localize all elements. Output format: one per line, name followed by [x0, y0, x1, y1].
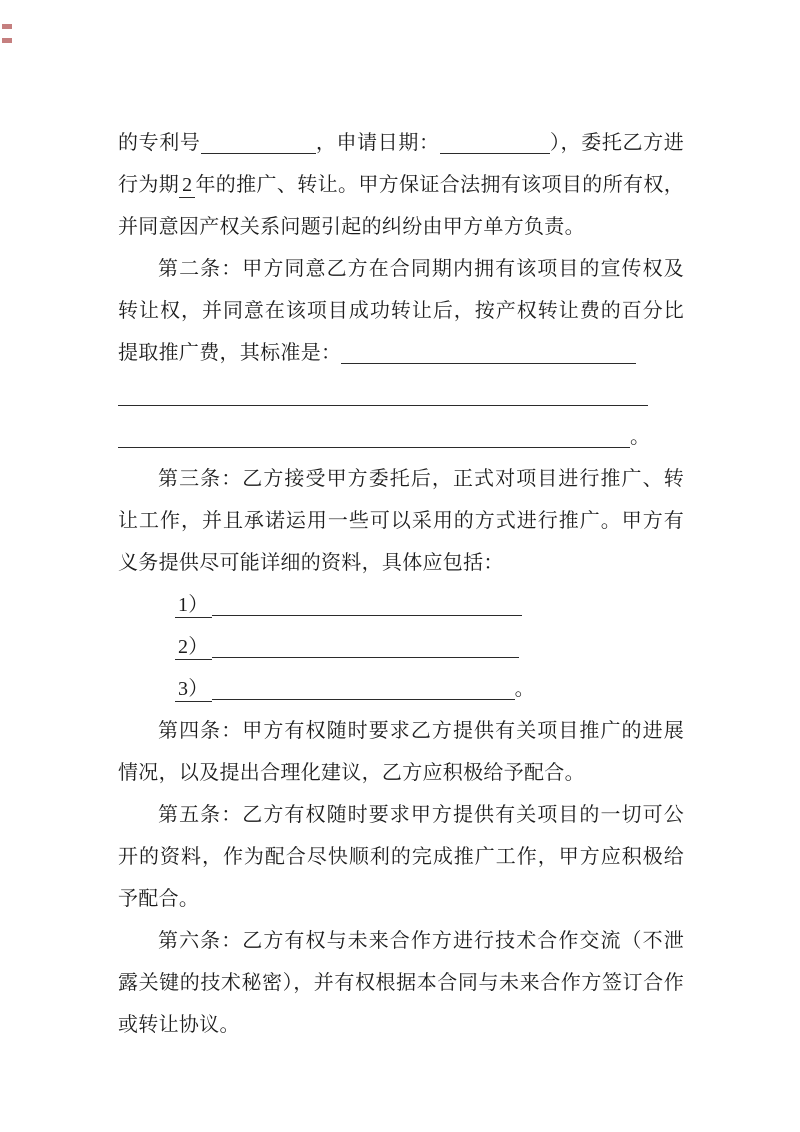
list-item-1	[118, 584, 684, 626]
fill-in-blank	[118, 431, 630, 448]
fill-in-blank	[201, 137, 316, 154]
list-item-3	[118, 668, 684, 710]
text-run: 第四条：甲方有权随时要求乙方提供有关项目推广的进展情况，以及提出合理化建议，乙方应积极给予配合。	[118, 720, 684, 784]
text-run: 第五条：乙方有权随时要求甲方提供有关项目的一切可公开的资料，作为配合尽快顺利的完成推广工作，甲方应积极给予配合。	[118, 804, 684, 910]
text-run: 年的推广、转让。甲方保证合法拥有该项目的所有权，并同意因产权关系问题引起的纠纷由甲方单方负责。	[118, 174, 684, 238]
fill-in-blank	[212, 599, 522, 616]
para-clause2	[118, 248, 684, 374]
fill-in-blank	[212, 683, 515, 700]
fill-line-2	[118, 416, 684, 458]
text-run: ，申请日期：	[315, 132, 440, 154]
text-run: 。	[630, 426, 651, 448]
para-clause4	[118, 710, 684, 794]
text-run: 第二条：甲方同意乙方在合同期内拥有该项目的宣传权及转让权，并同意在该项目成功转让后，按产权转让费的百分比提取推广费，其标准是：	[118, 258, 684, 364]
text-run: 的专利号	[118, 132, 201, 154]
red-mark	[2, 38, 12, 43]
underlined-value: 2）	[175, 636, 212, 660]
underlined-value: 1）	[175, 594, 212, 618]
fill-line-1	[118, 374, 684, 416]
fill-in-blank	[341, 347, 636, 364]
text-run: 第三条：乙方接受甲方委托后，正式对项目进行推广、转让工作，并且承诺运用一些可以采用的方式进行推广。甲方有义务提供尽可能详细的资料，具体应包括：	[118, 468, 684, 574]
underlined-value: 3）	[175, 678, 212, 702]
para-clause1-continuation	[118, 122, 684, 248]
fill-in-blank	[212, 641, 519, 658]
red-mark	[2, 24, 12, 29]
fill-in-blank	[118, 389, 648, 406]
list-item-2	[118, 626, 684, 668]
fill-in-blank	[440, 137, 550, 154]
text-run: ），委托乙方进行为期	[118, 132, 684, 196]
contract-body	[118, 122, 684, 1046]
underlined-value: 2	[179, 174, 195, 198]
text-run: 。	[514, 678, 535, 700]
para-clause3	[118, 458, 684, 584]
corner-marks	[2, 24, 16, 52]
para-clause5	[118, 794, 684, 920]
text-run: 第六条：乙方有权与未来合作方进行技术合作交流（不泄露关键的技术秘密），并有权根据本合同与未来合作方签订合作或转让协议。	[118, 930, 684, 1036]
para-clause6	[118, 920, 684, 1046]
